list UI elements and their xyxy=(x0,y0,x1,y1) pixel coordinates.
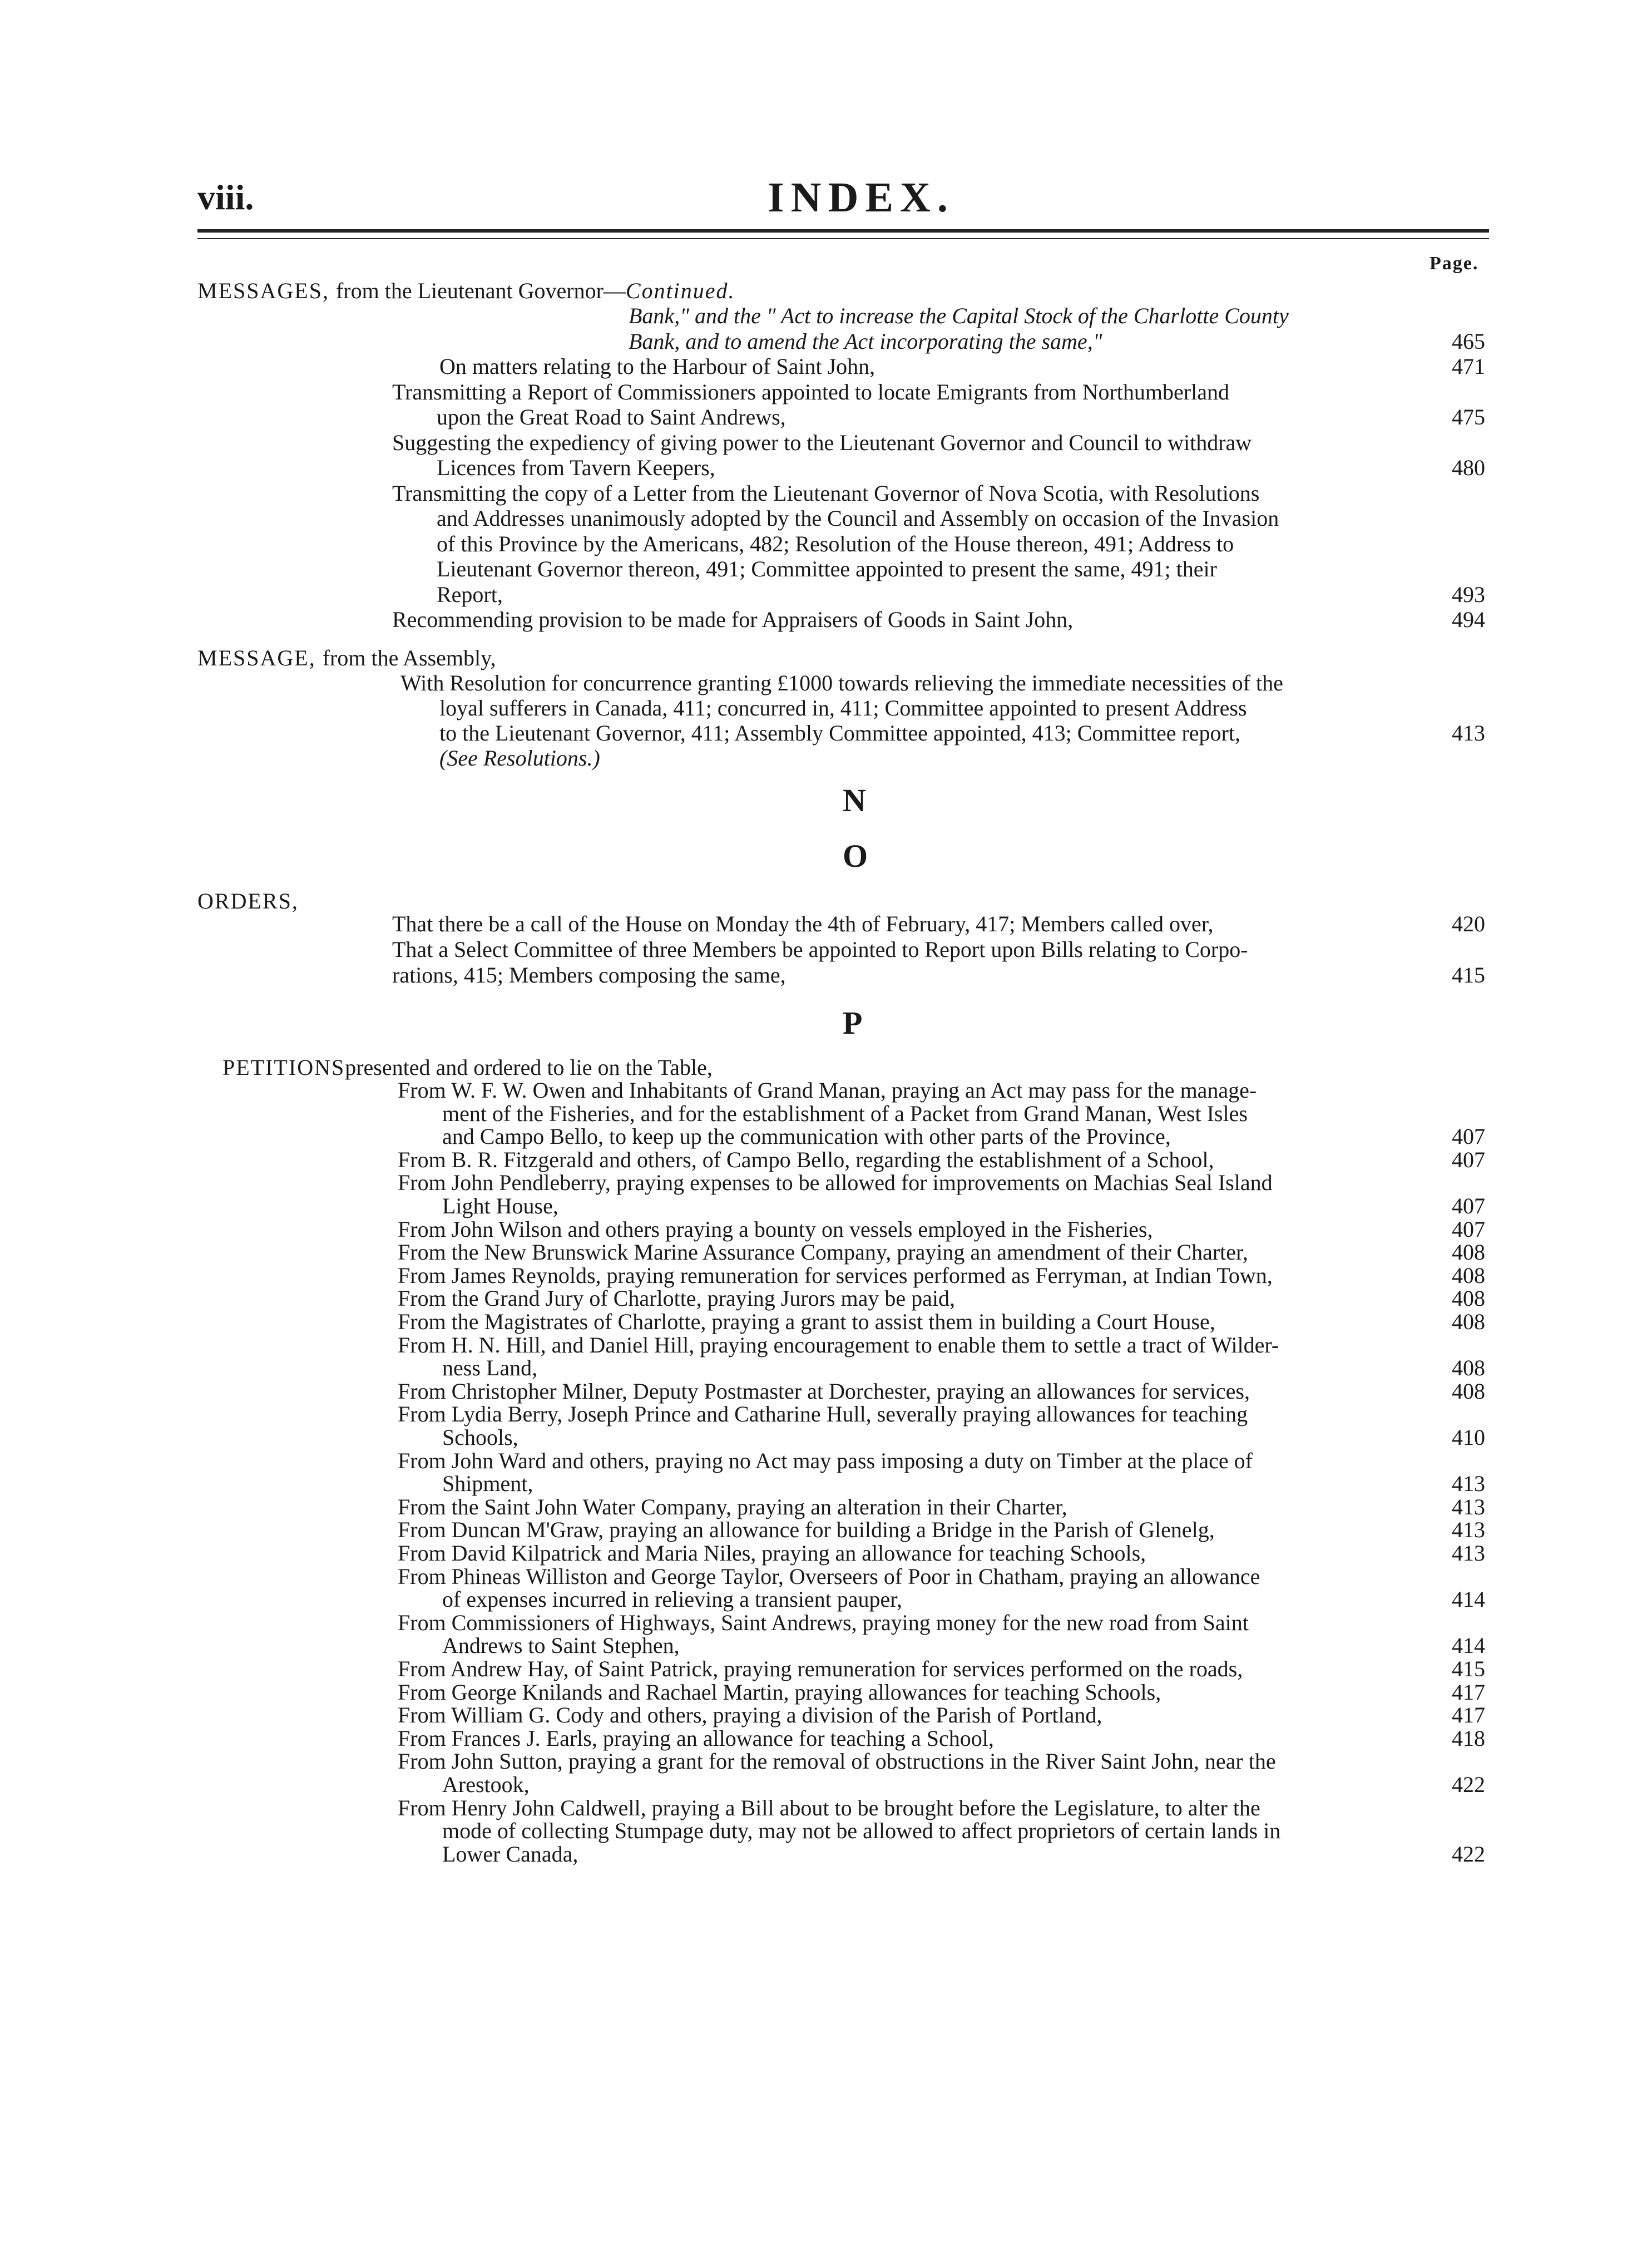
page-number: 410 xyxy=(1452,1425,1485,1450)
page-number: 414 xyxy=(1452,1587,1485,1612)
page-number: 494 xyxy=(1452,607,1485,632)
entry-line: and Addresses unanimously adopted by the Council and Assembly on occasion of the Invasion xyxy=(437,506,1279,531)
entry-line: From the Grand Jury of Charlotte, praying Jurors may be paid, xyxy=(398,1286,956,1311)
page-number: 413 xyxy=(1452,1494,1485,1519)
page-number: 480 xyxy=(1452,455,1485,480)
continued-label: Continued. xyxy=(625,278,735,303)
page-number: 418 xyxy=(1452,1725,1485,1751)
heading-word: MESSAGE, xyxy=(197,645,316,670)
entry-line: rations, 415; Members composing the same, xyxy=(392,962,786,988)
entry-line: Lower Canada, xyxy=(442,1841,578,1867)
entry-line: Schools, xyxy=(442,1425,518,1450)
page-number: 408 xyxy=(1452,1286,1485,1311)
entry-line: That a Select Committee of three Members be appointed to Report upon Bills relating to Corpo- xyxy=(392,937,1248,962)
entry-line: Suggesting the expediency of giving power to the Lieutenant Governor and Council to withdraw xyxy=(392,430,1252,455)
entry-line: From William G. Cody and others, praying a division of the Parish of Portland, xyxy=(398,1702,1102,1728)
page-folio: viii. xyxy=(197,177,254,217)
entry-line: From Frances J. Earls, praying an allowance for teaching a School, xyxy=(398,1725,994,1751)
page-number: 408 xyxy=(1452,1309,1485,1334)
page-title: INDEX. xyxy=(768,174,954,221)
entry-line: From W. F. W. Owen and Inhabitants of Grand Manan, praying an Act may pass for the manage- xyxy=(398,1078,1257,1103)
entry-line: upon the Great Road to Saint Andrews, xyxy=(437,404,786,430)
entry-line: Bank," and the " Act to increase the Capital Stock of the Charlotte County xyxy=(629,303,1289,328)
entry-line: Lieutenant Governor thereon, 491; Committee appointed to present the same, 491; their xyxy=(437,556,1217,581)
entry-line: From Commissioners of Highways, Saint Andrews, praying money for the new road from Saint xyxy=(398,1610,1249,1635)
section-letter-o: O xyxy=(843,838,868,874)
page-number: 408 xyxy=(1452,1355,1485,1381)
entry-line: ness Land, xyxy=(442,1355,538,1381)
entry-line: Transmitting a Report of Commissioners appointed to locate Emigrants from Northumberland xyxy=(392,379,1229,404)
entry-line: From John Sutton, praying a grant for the removal of obstructions in the River Saint John, near the xyxy=(398,1749,1276,1774)
entry-line: From John Wilson and others praying a bounty on vessels employed in the Fisheries, xyxy=(398,1216,1153,1242)
entry-line: From Phineas Williston and George Taylor, Overseers of Poor in Chatham, praying an allowance xyxy=(398,1563,1260,1589)
entry-line: Andrews to Saint Stephen, xyxy=(442,1633,680,1658)
heading-word: MESSAGES, xyxy=(197,278,329,303)
page-number: 407 xyxy=(1452,1147,1485,1172)
page-column-heading: Page. xyxy=(1430,253,1479,274)
entry-line: From the New Brunswick Marine Assurance Company, praying an amendment of their Charter, xyxy=(398,1240,1248,1265)
section-letter-p: P xyxy=(843,1005,863,1041)
page-number: 413 xyxy=(1452,720,1485,746)
heading-rest: from the Assembly, xyxy=(322,645,496,670)
page-number: 408 xyxy=(1452,1240,1485,1265)
entry-line: Arestook, xyxy=(442,1772,530,1797)
entry-line: From the Magistrates of Charlotte, praying a grant to assist them in building a Court House, xyxy=(398,1309,1215,1334)
entry-line: From Duncan M'Graw, praying an allowance for building a Bridge in the Parish of Glenelg, xyxy=(398,1517,1215,1543)
entry-line: Light House, xyxy=(442,1193,558,1218)
page-number: 422 xyxy=(1452,1772,1485,1797)
page-number: 415 xyxy=(1452,962,1485,988)
entry-line: From Christopher Milner, Deputy Postmaster at Dorchester, praying an allowances for services, xyxy=(398,1378,1250,1404)
entry-line: From George Knilands and Rachael Martin, praying allowances for teaching Schools, xyxy=(398,1679,1161,1705)
header-rule-thick xyxy=(197,229,1489,233)
entry-line: From James Reynolds, praying remuneration for services performed as Ferryman, at Indian Town, xyxy=(398,1262,1273,1288)
page-number: 408 xyxy=(1452,1378,1485,1404)
entry-line: of expenses incurred in relieving a transient pauper, xyxy=(442,1587,902,1612)
page-number: 422 xyxy=(1452,1841,1485,1867)
entry-line: On matters relating to the Harbour of Saint John, xyxy=(439,354,876,379)
page-number: 407 xyxy=(1452,1124,1485,1149)
entry-line: From H. N. Hill, and Daniel Hill, praying encouragement to enable them to settle a tract of Wilder- xyxy=(398,1332,1279,1357)
page-number: 493 xyxy=(1452,581,1485,607)
section-letter-n: N xyxy=(843,782,866,818)
entry-line: From B. R. Fitzgerald and others, of Campo Bello, regarding the establishment of a School, xyxy=(398,1147,1214,1172)
section-heading-orders: ORDERS, xyxy=(197,888,299,914)
entry-line: mode of collecting Stumpage duty, may not be allowed to affect proprietors of certain lands in xyxy=(442,1818,1281,1844)
entry-line: From John Pendleberry, praying expenses to be allowed for improvements on Machias Seal Island xyxy=(398,1170,1273,1196)
entry-line: That there be a call of the House on Monday the 4th of February, 417; Members called over, xyxy=(392,911,1214,936)
entry-line: Report, xyxy=(437,581,503,607)
entry-line: From the Saint John Water Company, praying an alteration in their Charter, xyxy=(398,1494,1067,1519)
entry-line: of this Province by the Americans, 482; Resolution of the House thereon, 491; Address to xyxy=(437,531,1234,556)
heading-rest: presented and ordered to lie on the Table, xyxy=(345,1055,713,1080)
entry-line: From Andrew Hay, of Saint Patrick, praying remuneration for services performed on the roads, xyxy=(398,1656,1243,1681)
page-number: 475 xyxy=(1452,404,1485,430)
page-number: 413 xyxy=(1452,1471,1485,1497)
entry-line: Recommending provision to be made for Appraisers of Goods in Saint John, xyxy=(392,607,1074,632)
page-number: 414 xyxy=(1452,1633,1485,1658)
entry-line: Bank, and to amend the Act incorporating the same," xyxy=(629,328,1102,354)
entry-line: and Campo Bello, to keep up the communication with other parts of the Province, xyxy=(442,1124,1171,1149)
entry-line: (See Resolutions.) xyxy=(439,746,600,771)
entry-line: Transmitting the copy of a Letter from the Lieutenant Governor of Nova Scotia, with Resolutions xyxy=(392,480,1260,506)
section-heading-messages xyxy=(197,278,735,303)
entry-line: From David Kilpatrick and Maria Niles, praying an allowance for teaching Schools, xyxy=(398,1541,1146,1566)
page-number: 407 xyxy=(1452,1193,1485,1218)
entry-line: Shipment, xyxy=(442,1471,533,1497)
entry-line: Licences from Tavern Keepers, xyxy=(437,455,715,480)
entry-line: From John Ward and others, praying no Act may pass imposing a duty on Timber at the place of xyxy=(398,1448,1253,1473)
entry-line: With Resolution for concurrence granting £1000 towards relieving the immediate necessities of the xyxy=(400,670,1283,695)
entry-line: ment of the Fisheries, and for the establishment of a Packet from Grand Manan, West Isles xyxy=(442,1100,1248,1126)
entry-line: From Henry John Caldwell, praying a Bill about to be brought before the Legislature, to alter the xyxy=(398,1795,1260,1820)
page-number: 415 xyxy=(1452,1656,1485,1681)
page-number: 420 xyxy=(1452,911,1485,936)
page-number: 465 xyxy=(1452,328,1485,354)
section-heading-petitions xyxy=(222,1055,713,1080)
entry-line: loyal sufferers in Canada, 411; concurred in, 411; Committee appointed to present Address xyxy=(439,695,1247,720)
section-heading-message xyxy=(197,645,496,670)
heading-word: PETITIONS xyxy=(222,1055,345,1080)
header-rule-thin xyxy=(197,238,1489,239)
heading-rest: from the Lieutenant Governor— xyxy=(335,278,626,303)
page-number: 408 xyxy=(1452,1262,1485,1288)
page-number: 417 xyxy=(1452,1702,1485,1728)
entry-line: From Lydia Berry, Joseph Prince and Catharine Hull, severally praying allowances for teaching xyxy=(398,1401,1248,1427)
page-number: 407 xyxy=(1452,1216,1485,1242)
entry-line: to the Lieutenant Governor, 411; Assembly Committee appointed, 413; Committee report, xyxy=(439,720,1240,746)
page-number: 413 xyxy=(1452,1517,1485,1543)
page-number: 413 xyxy=(1452,1541,1485,1566)
page-number: 471 xyxy=(1452,354,1485,379)
page-number: 417 xyxy=(1452,1679,1485,1705)
